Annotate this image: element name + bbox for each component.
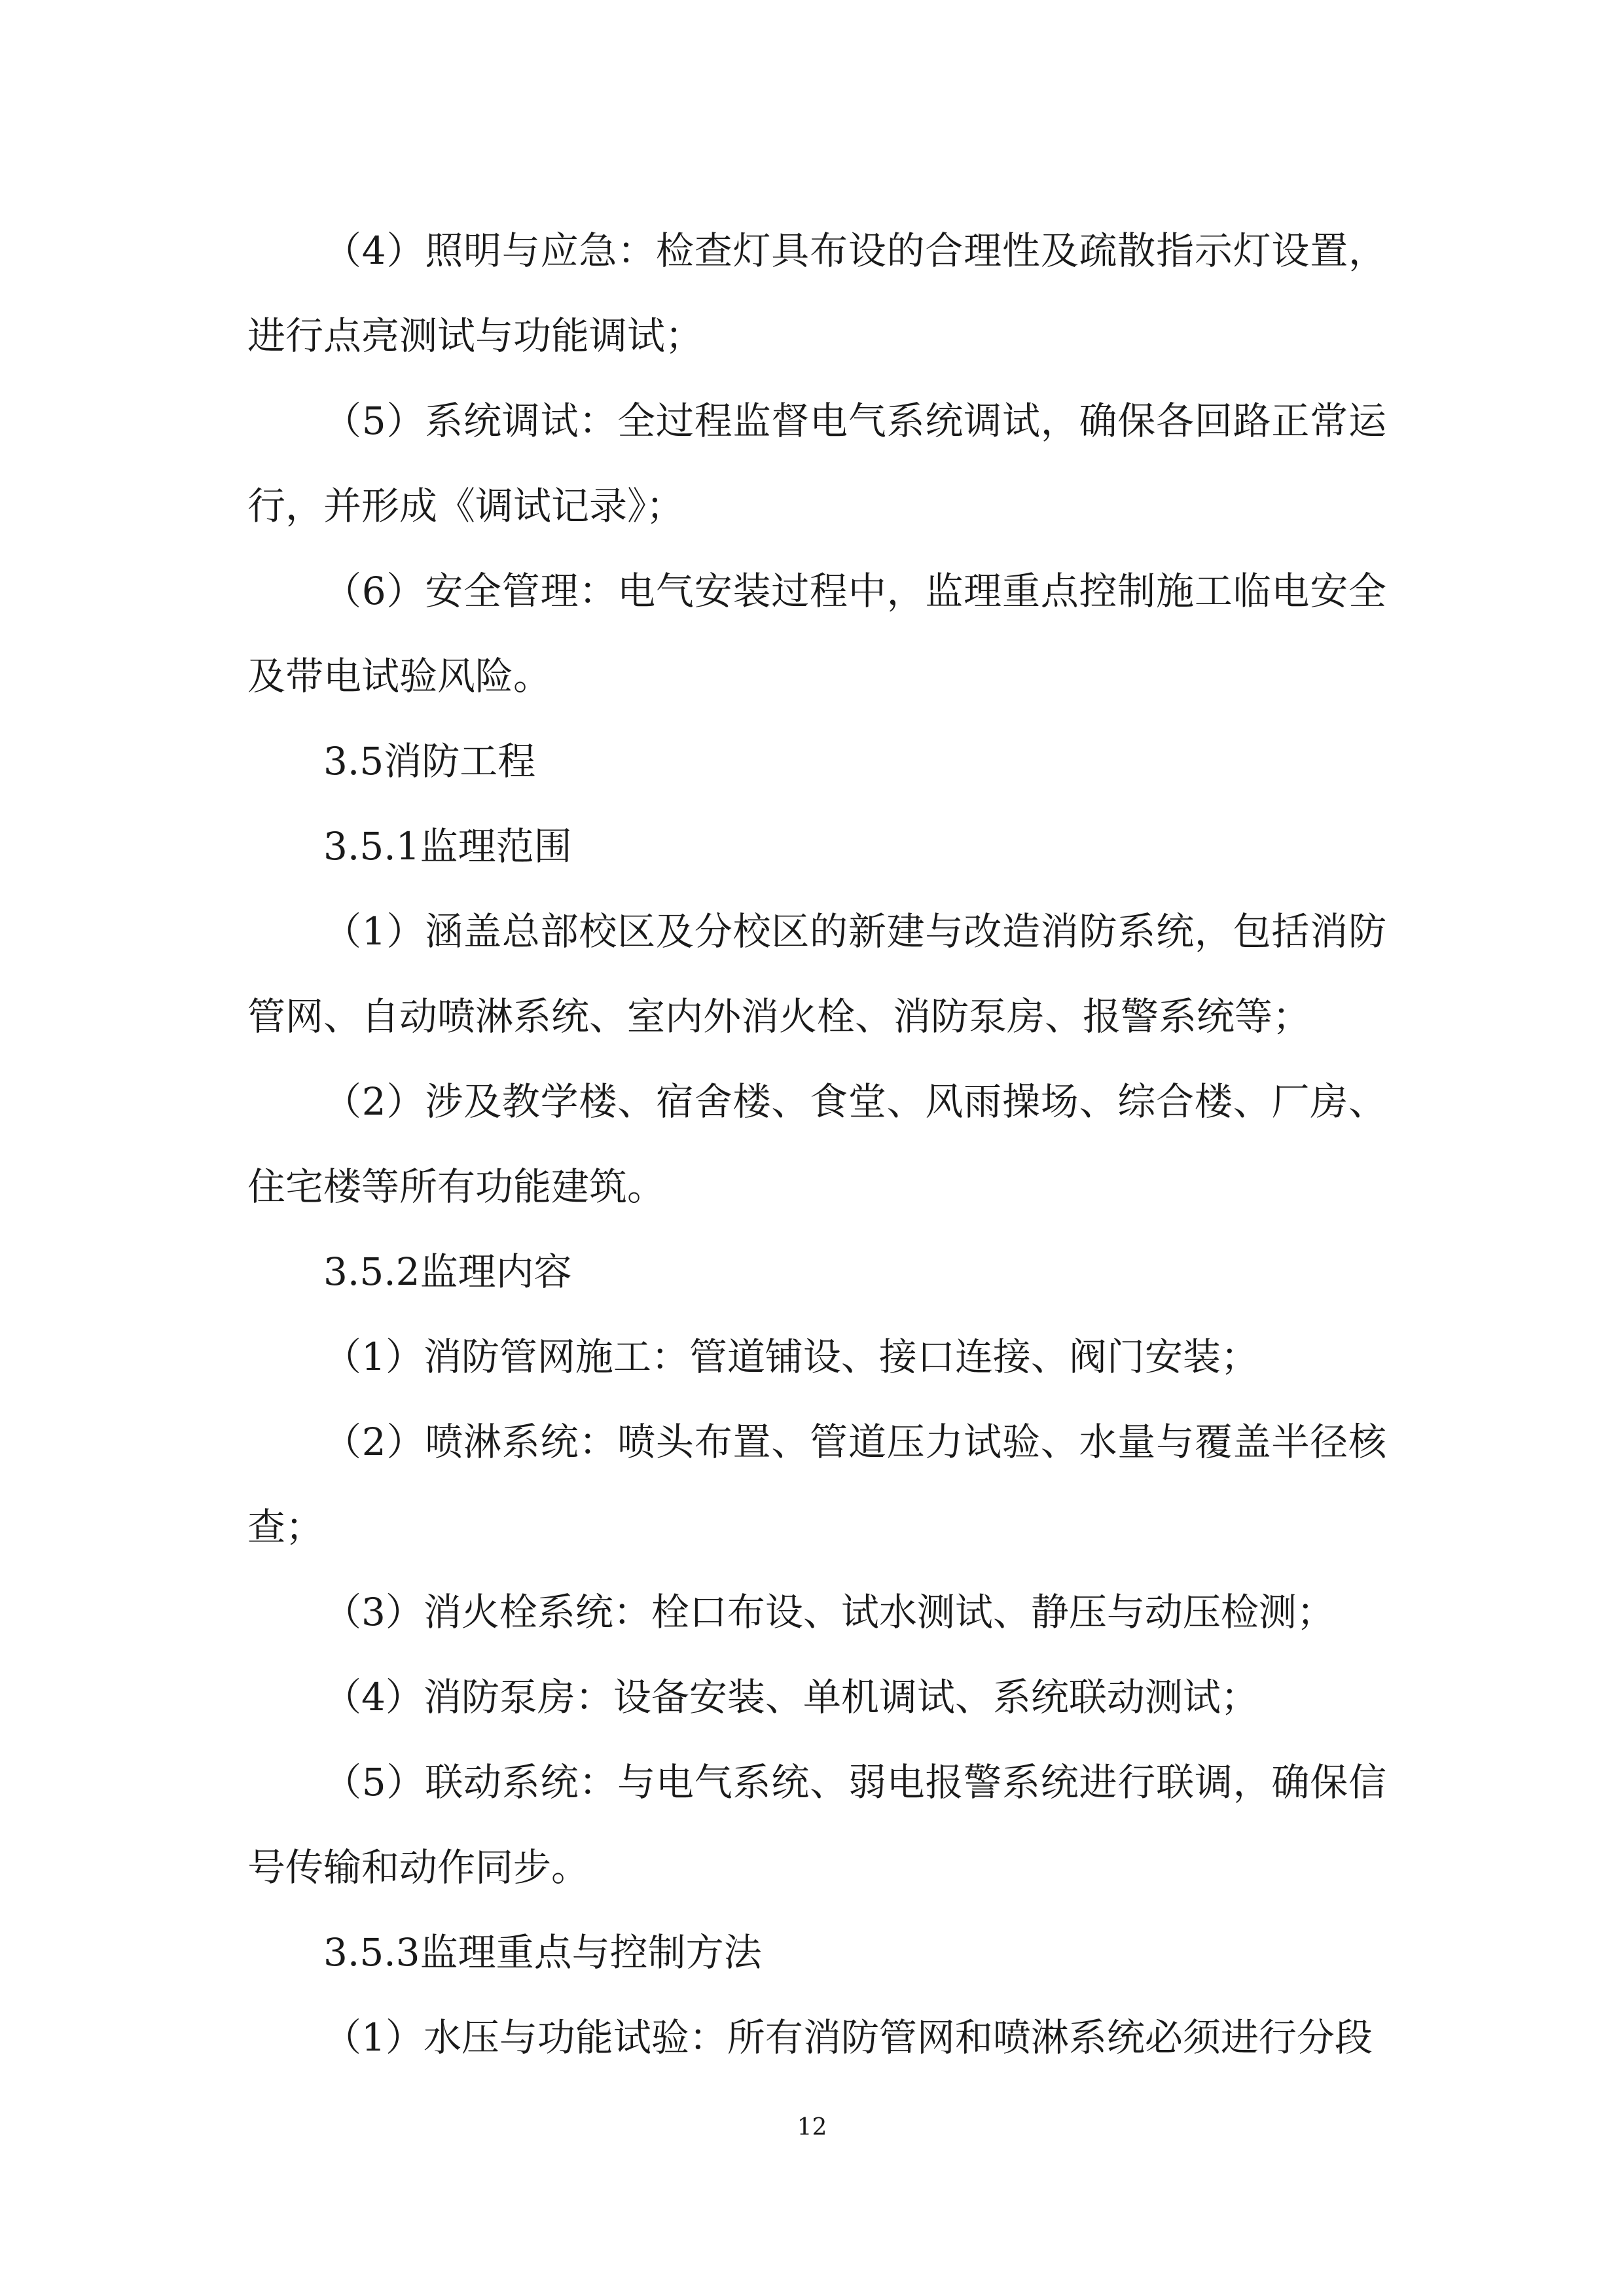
page-number: 12	[797, 2114, 827, 2141]
paragraph-safety-management: （6）安全管理：电气安装过程中，监理重点控制施工临电安全及带电试验风险。	[247, 569, 1386, 698]
paragraph-content-1: （1）消防管网施工：管道铺设、接口连接、阀门安装；	[323, 1335, 1259, 1379]
paragraph-scope-1: （1）涵盖总部校区及分校区的新建与改造消防系统，包括消防管网、自动喷淋系统、室内外消火栓、消防泵房、报警系统等；	[247, 909, 1386, 1039]
paragraph-content-4: （4）消防泵房：设备安装、单机调试、系统联动测试；	[323, 1675, 1259, 1719]
paragraph-key-points-1: （1）水压与功能试验：所有消防管网和喷淋系统必须进行分段	[323, 2015, 1373, 2060]
subsection-heading-key-points: 3.5.3监理重点与控制方法	[323, 1930, 762, 1975]
paragraph-content-2: （2）喷淋系统：喷头布置、管道压力试验、水量与覆盖半径核查；	[247, 1420, 1386, 1549]
subsection-heading-content: 3.5.2监理内容	[323, 1249, 572, 1294]
paragraph-content-5: （5）联动系统：与电气系统、弱电报警系统进行联调，确保信号传输和动作同步。	[247, 1760, 1386, 1890]
paragraph-lighting-emergency: （4）照明与应急：检查灯具布设的合理性及疏散指示灯设置，进行点亮测试与功能调试；	[247, 228, 1386, 358]
paragraph-system-commissioning: （5）系统调试：全过程监督电气系统调试，确保各回路正常运行，并形成《调试记录》；	[247, 399, 1386, 528]
section-heading-fire-protection: 3.5消防工程	[323, 739, 536, 783]
body-text	[247, 208, 1386, 2080]
paragraph-content-3: （3）消火栓系统：栓口布设、试水测试、静压与动压检测；	[323, 1590, 1335, 1634]
paragraph-scope-2: （2）涉及教学楼、宿舍楼、食堂、风雨操场、综合楼、厂房、住宅楼等所有功能建筑。	[247, 1079, 1386, 1209]
subsection-heading-scope: 3.5.1监理范围	[323, 824, 572, 869]
